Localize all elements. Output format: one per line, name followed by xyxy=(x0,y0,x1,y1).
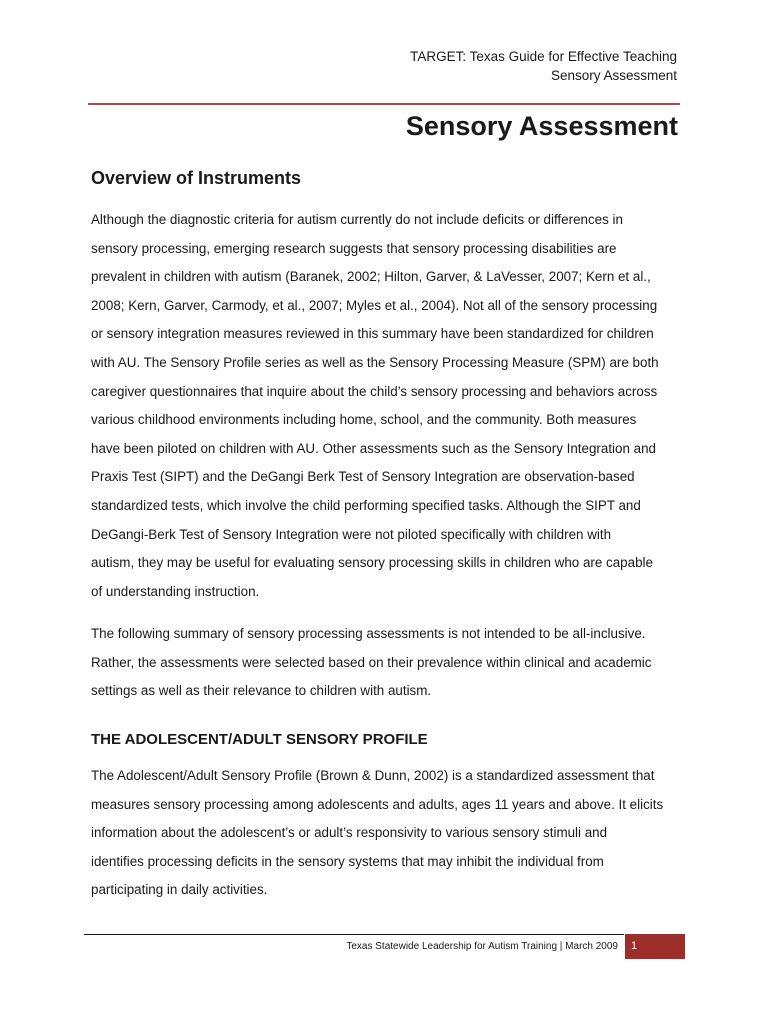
text-line: The Adolescent/Adult Sensory Profile (Brown & Dunn, 2002) is a standardized assessment that xyxy=(91,768,655,783)
text-line: DeGangi-Berk Test of Sensory Integration were not piloted specifically with children with xyxy=(91,526,612,542)
page-title: Sensory Assessment xyxy=(405,111,678,141)
header-line-1: TARGET: Texas Guide for Effective Teaching xyxy=(410,49,677,64)
text-line: information about the adolescent’s or adult’s responsivity to various sensory stimuli and xyxy=(91,825,608,841)
text-line: or sensory integration measures reviewed in this summary have been standardized for children xyxy=(91,326,654,342)
text-line: with AU. The Sensory Profile series as well as the Sensory Processing Measure (SPM) are both xyxy=(91,354,659,370)
text-line: measures sensory processing among adolescents and adults, ages 11 years and above. It elicits xyxy=(91,796,664,812)
text-line: participating in daily activities. xyxy=(91,882,268,898)
text-line: standardized tests, which involve the child performing specified tasks. Although the SIPT and xyxy=(91,497,641,513)
header-line-2: Sensory Assessment xyxy=(550,68,677,83)
text-line: autism, they may be useful for evaluating sensory processing skills in children who are capable xyxy=(91,555,653,571)
text-line: have been piloted on children with AU. Other assessments such as the Sensory Integration and xyxy=(91,440,656,456)
page-number: 1 xyxy=(625,934,685,959)
header-divider xyxy=(88,103,680,105)
text-line: 2008; Kern, Garver, Carmody, et al., 2007; Myles et al., 2004). Not all of the sensory processing xyxy=(91,297,658,313)
text-line: Rather, the assessments were selected based on their prevalence within clinical and academic xyxy=(91,654,652,670)
footer-divider xyxy=(84,934,624,935)
text-line: caregiver questionnaires that inquire about the child’s sensory processing and behaviors across xyxy=(91,383,658,399)
overview-paragraph-1 xyxy=(91,206,681,606)
running-header xyxy=(410,47,677,85)
text-line: Praxis Test (SIPT) and the DeGangi Berk Test of Sensory Integration are observation-based xyxy=(91,469,635,485)
adolescent-paragraph xyxy=(91,762,681,905)
overview-paragraph-2 xyxy=(91,620,681,706)
section-heading-overview: Overview of Instruments xyxy=(91,168,302,188)
text-line: of understanding instruction. xyxy=(91,583,260,599)
text-line: Although the diagnostic criteria for autism currently do not include deficits or differences in xyxy=(91,212,623,227)
text-line: prevalent in children with autism (Baranek, 2002; Hilton, Garver, & LaVesser, 2007; Kern et al., xyxy=(91,269,651,285)
section-heading-adolescent-adult-profile: THE ADOLESCENT/ADULT SENSORY PROFILE xyxy=(91,731,428,748)
text-line: The following summary of sensory processing assessments is not intended to be all-inclusive. xyxy=(91,626,646,641)
text-line: various childhood environments including home, school, and the community. Both measures xyxy=(91,412,637,428)
footer-text: Texas Statewide Leadership for Autism Training | March 2009 xyxy=(346,941,618,952)
text-line: identifies processing deficits in the sensory systems that may inhibit the individual from xyxy=(91,853,604,869)
text-line: sensory processing, emerging research suggests that sensory processing disabilities are xyxy=(91,240,617,256)
text-line: settings as well as their relevance to children with autism. xyxy=(91,683,432,699)
